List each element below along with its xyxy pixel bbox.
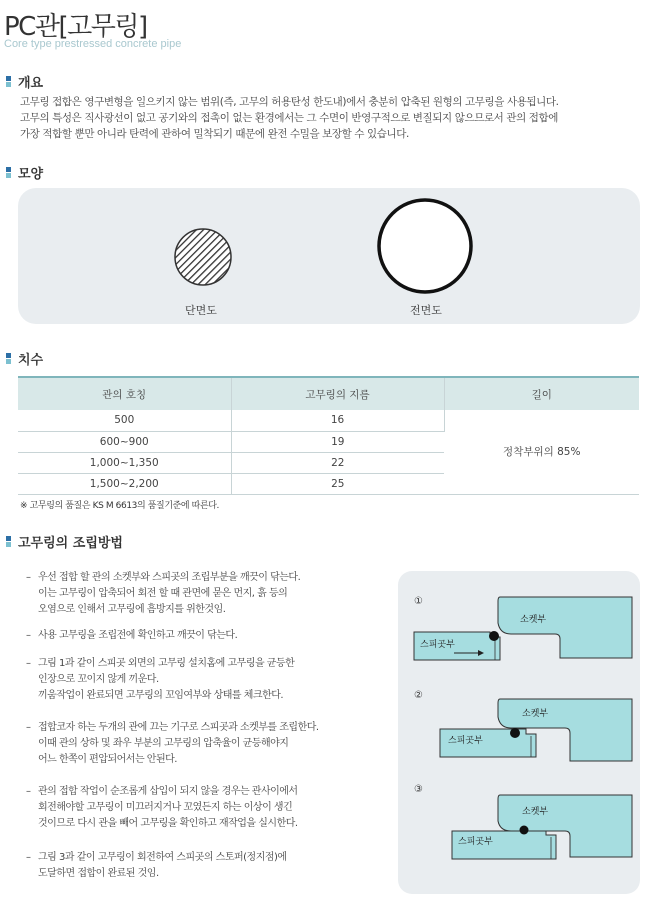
diameter-cell: 16 (231, 410, 444, 431)
step-line: 그림 1과 같이 스피곳 외면의 고무링 설치홈에 고무링을 균등한 (38, 658, 295, 669)
figure-number: ③ (414, 784, 423, 795)
front-view-ring (379, 200, 471, 292)
table-header-row (18, 377, 639, 410)
overview-paragraph (20, 94, 635, 142)
diameter-cell: 25 (231, 473, 444, 494)
dimensions-heading-text: 치수 (18, 353, 44, 368)
front-view-label: 전면도 (410, 304, 442, 317)
assembly-heading (6, 532, 123, 551)
rubber-ring-3 (520, 826, 529, 835)
step-line: 접합코자 하는 두개의 관에 끄는 기구로 스피곳과 소켓부를 조립한다. (38, 722, 319, 733)
step-line: 오염으로 인해서 고무링에 흠방지를 위한것임. (38, 604, 226, 615)
spigot-label: 스피곳부 (458, 837, 493, 847)
nominal-cell: 1,500~2,200 (18, 473, 231, 494)
quality-note: ※ 고무링의 품질은 KS M 6613의 품질기준에 따른다. (20, 501, 220, 511)
step-dash: – (26, 786, 31, 797)
overview-line: 고무링 접합은 영구변형을 일으키지 않는 범위(즉, 고무의 허용탄성 한도내)에서 충분히 압축된 원형의 고무링을 사용됩니다. (20, 96, 559, 108)
column-header: 관의 호칭 (18, 377, 231, 410)
step-dash: – (26, 572, 31, 583)
step-line: 이때 관의 상하 및 좌우 부분의 고무링의 압축율이 균등해야지 (38, 738, 289, 749)
page-title: PC관[고무링] (4, 12, 147, 42)
diameter-cell: 19 (231, 431, 444, 452)
assembly-heading-text: 고무링의 조립방법 (18, 536, 123, 551)
dimensions-heading (6, 349, 43, 368)
figure-number: ② (414, 690, 423, 701)
shape-heading (6, 163, 43, 182)
dimensions-table (18, 376, 639, 495)
spigot-label: 스피곳부 (448, 736, 483, 746)
step-dash: – (26, 852, 31, 863)
rubber-ring-2 (510, 728, 520, 738)
step-line: 사용 고무링을 조립전에 확인하고 깨끗이 닦는다. (38, 630, 238, 641)
overview-line: 가장 적합할 뿐만 아니라 탄력에 관하여 밀착되기 때문에 완전 수밀을 보장할 수 있습니다. (20, 128, 409, 140)
step-line: 우선 접합 할 관의 소켓부와 스피곳의 조립부분을 깨끗이 닦는다. (38, 572, 301, 583)
page-subtitle: Core type prestressed concrete pipe (4, 38, 182, 50)
step-line: 끼움작업이 완료되면 고무링의 꼬임여부와 상태를 체크한다. (38, 690, 284, 701)
socket-pipe-1 (498, 597, 632, 658)
overview-heading-text: 개요 (18, 76, 44, 91)
shape-panel (18, 188, 640, 324)
cross-section-label: 단면도 (185, 304, 217, 317)
section-marker-icon (6, 76, 11, 87)
shape-heading-text: 모양 (18, 167, 44, 182)
section-marker-icon (6, 167, 11, 178)
step-dash: – (26, 630, 31, 641)
step-dash: – (26, 658, 31, 669)
length-cell: 정착부위의 85% (444, 410, 639, 494)
assembly-diagram (398, 571, 640, 894)
column-header: 고무링의 지름 (231, 377, 444, 410)
section-marker-icon (6, 536, 11, 547)
column-header: 길이 (444, 377, 639, 410)
assembly-diagram-panel (398, 571, 640, 894)
step-line: 것이므로 다시 관을 빼어 고무링을 확인하고 재작업을 실시한다. (38, 818, 298, 829)
overview-line: 고무의 특성은 직사광선이 없고 공기와의 접촉이 없는 환경에서는 그 수면이 반영구적으로 변질되지 않으므로서 관의 접합에 (20, 112, 559, 124)
figure-number: ① (414, 596, 423, 607)
socket-label: 소켓부 (522, 807, 549, 817)
step-line: 회전해야할 고무링이 미끄러지거나 꼬였든지 하는 이상이 생긴 (38, 802, 293, 813)
step-line: 이는 고무링이 압축되어 회전 할 때 관면에 묻은 먼지, 흙 등의 (38, 588, 288, 599)
step-dash: – (26, 722, 31, 733)
rubber-ring-1 (489, 631, 499, 641)
step-line: 도달하면 접합이 완료된 것임. (38, 868, 159, 879)
overview-heading (6, 72, 43, 91)
step-line: 그림 3과 같이 고무링이 회전하여 스피곳의 스토퍼(정지점)에 (38, 852, 287, 863)
cross-section-circle (175, 229, 231, 285)
shape-drawing (18, 188, 640, 324)
nominal-cell: 500 (18, 410, 231, 431)
spigot-label: 스피곳부 (420, 640, 455, 650)
step-line: 인장으로 꼬이지 않게 끼운다. (38, 674, 159, 685)
step-line: 어느 한쪽이 편압되어서는 안된다. (38, 754, 177, 765)
socket-label: 소켓부 (520, 615, 547, 625)
table-row (18, 410, 639, 431)
nominal-cell: 1,000~1,350 (18, 452, 231, 473)
socket-label: 소켓부 (522, 709, 549, 719)
step-line: 관의 접합 작업이 순조롭게 삽입이 되지 않을 경우는 관사이에서 (38, 786, 298, 797)
section-marker-icon (6, 353, 11, 364)
nominal-cell: 600~900 (18, 431, 231, 452)
diameter-cell: 22 (231, 452, 444, 473)
